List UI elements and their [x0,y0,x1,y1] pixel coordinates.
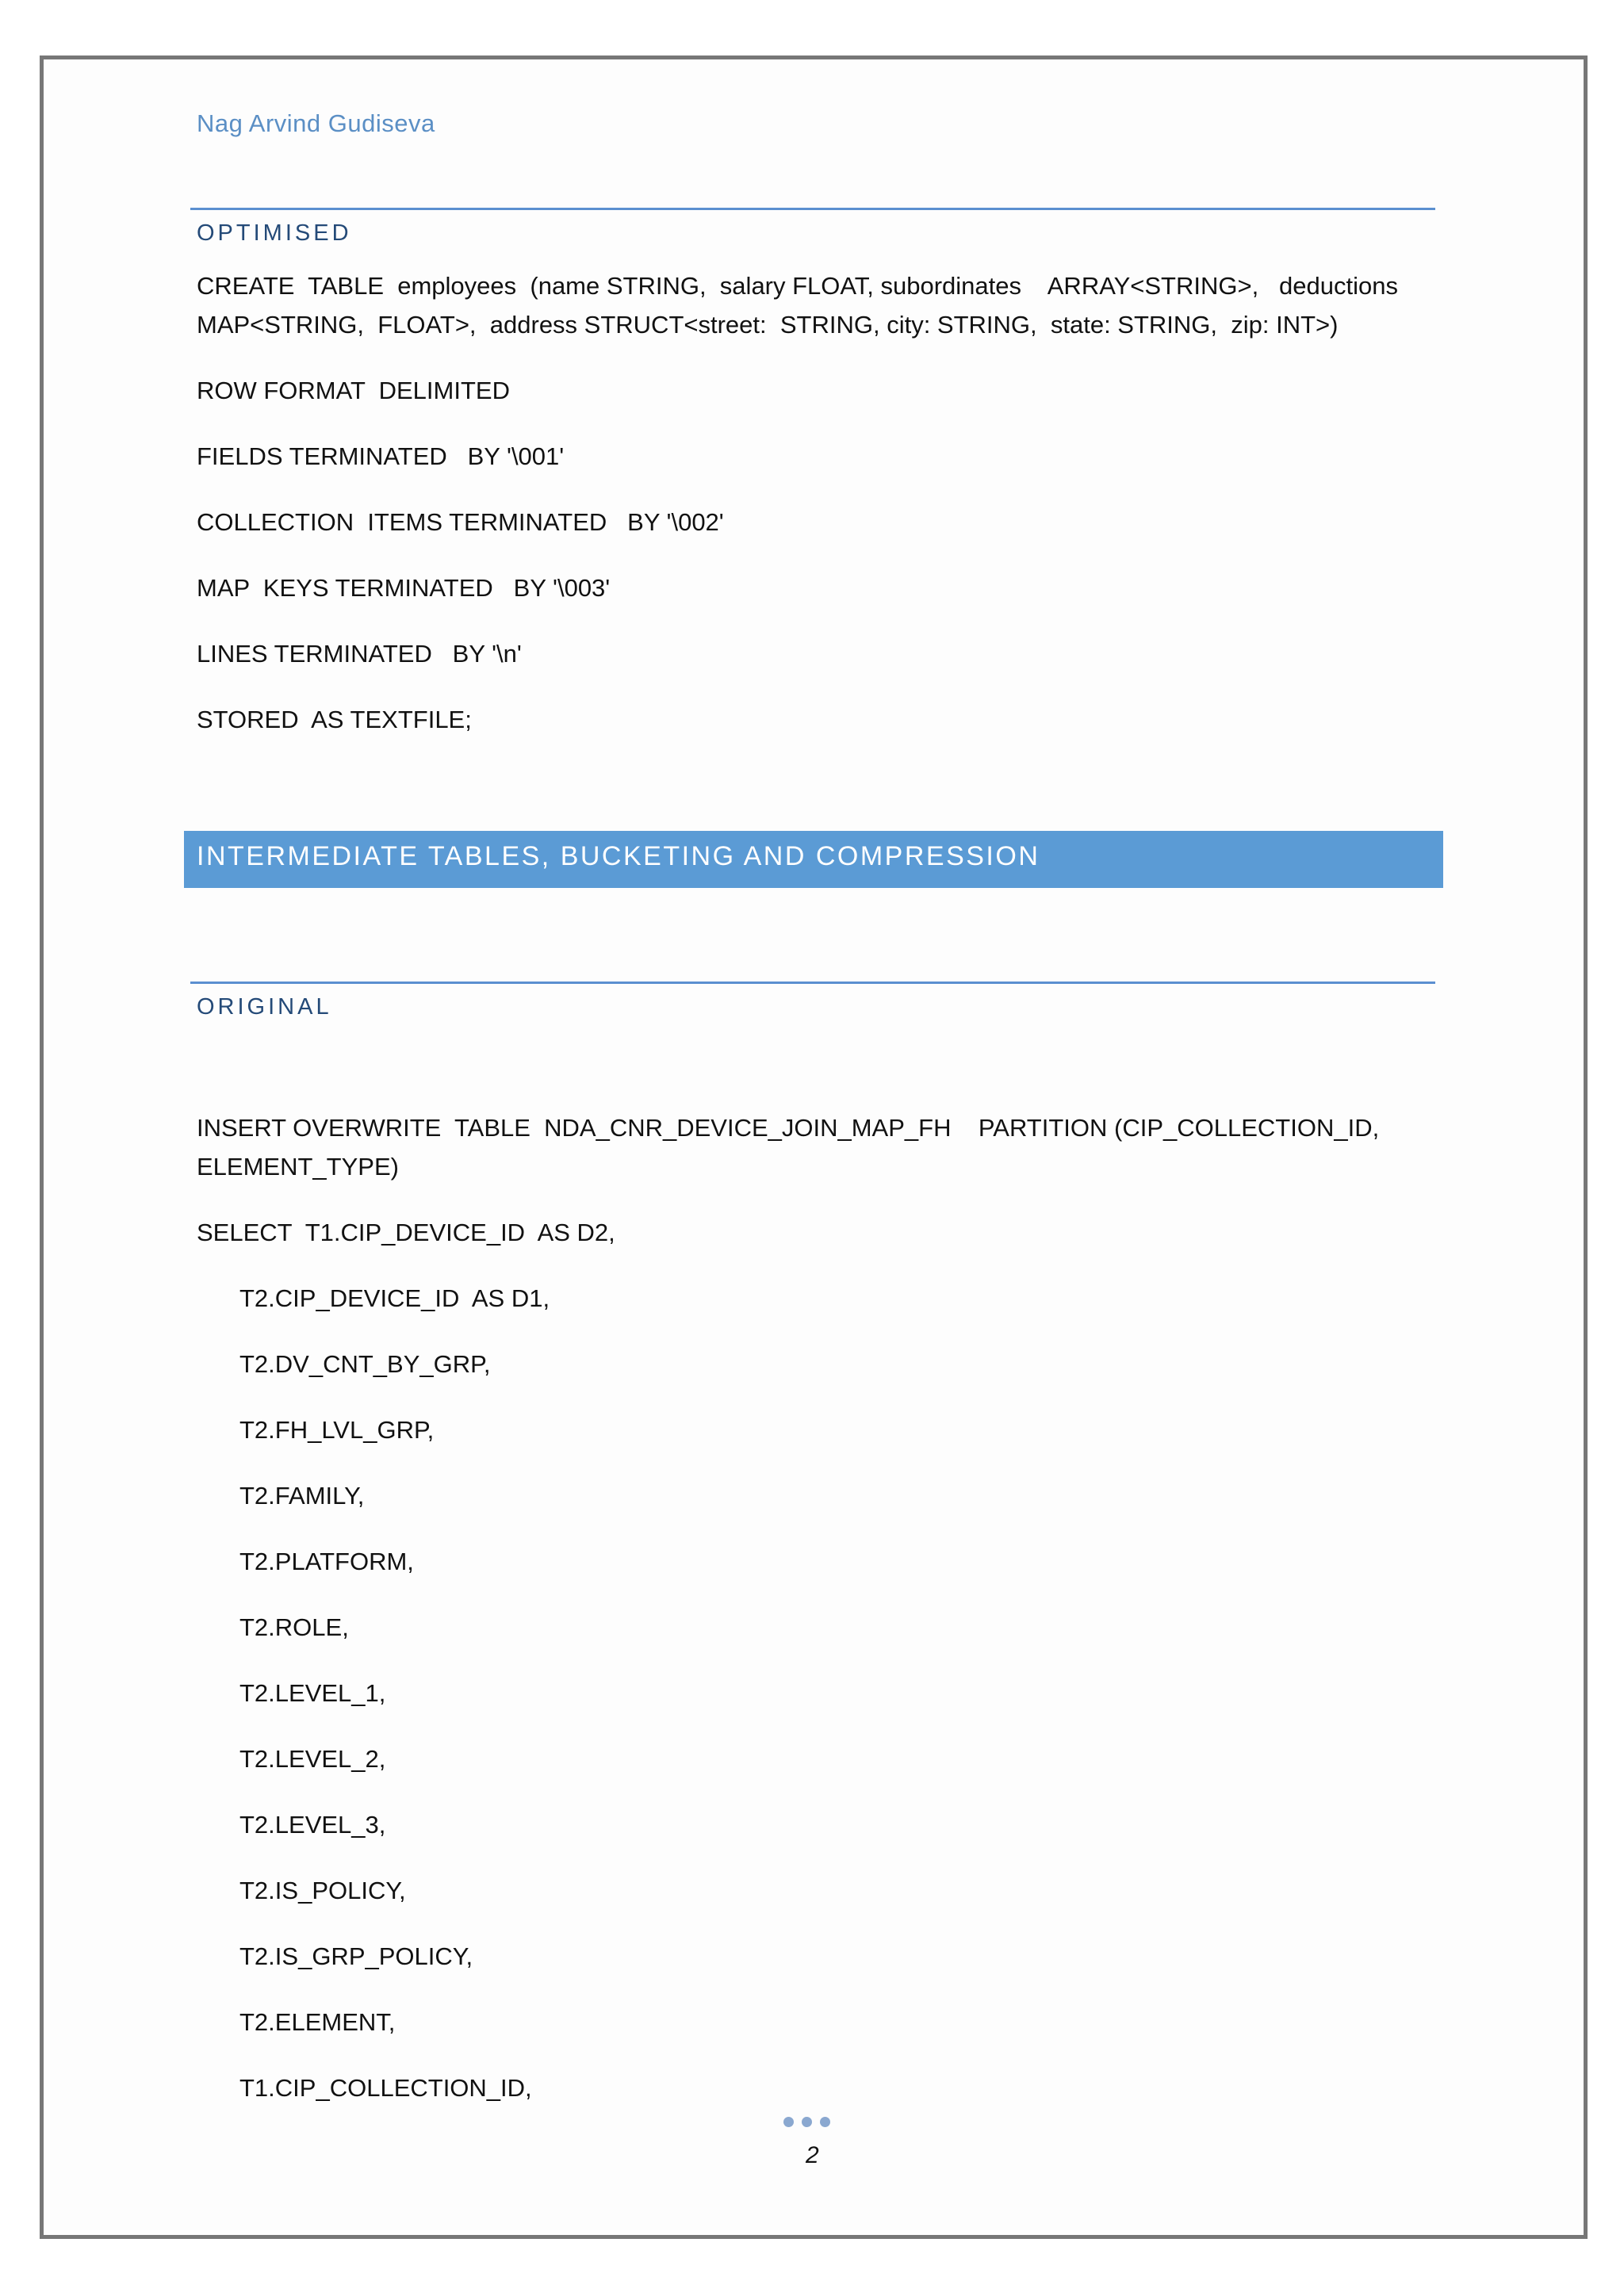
column-line: T2.DV_CNT_BY_GRP, [239,1350,491,1378]
insert-overwrite-line-2: ELEMENT_TYPE) [197,1153,399,1181]
section-banner [184,831,1443,888]
footer-dots [783,2117,830,2127]
section-banner-title: INTERMEDIATE TABLES, BUCKETING AND COMPRESSION [197,841,1040,871]
footer-dot [820,2117,830,2127]
collection-items-line: COLLECTION ITEMS TERMINATED BY '\002' [197,508,724,536]
fields-terminated-line: FIELDS TERMINATED BY '\001' [197,442,565,470]
footer-dot [783,2117,794,2127]
insert-overwrite-line-1: INSERT OVERWRITE TABLE NDA_CNR_DEVICE_JOIN_MAP_FH PARTITION (CIP_COLLECTION_ID, [197,1114,1380,1142]
footer-dot [802,2117,812,2127]
lines-terminated-line: LINES TERMINATED BY '\n' [197,640,522,668]
column-line: T2.PLATFORM, [239,1548,414,1575]
column-line: T2.LEVEL_3, [239,1811,386,1839]
select-line: SELECT T1.CIP_DEVICE_ID AS D2, [197,1219,615,1246]
column-line: T2.IS_GRP_POLICY, [239,1942,473,1970]
section-rule-optimised [190,208,1435,210]
column-line: T2.CIP_DEVICE_ID AS D1, [239,1284,550,1312]
column-line: T1.CIP_COLLECTION_ID, [239,2074,532,2102]
page-number: 2 [806,2142,819,2168]
map-keys-line: MAP KEYS TERMINATED BY '\003' [197,574,611,602]
column-line: T2.LEVEL_1, [239,1679,386,1707]
section-label-original: ORIGINAL [197,994,332,1020]
create-table-line-2: MAP<STRING, FLOAT>, address STRUCT<street: STRING, city: STRING, state: STRING, zip: INT>) [197,311,1339,339]
stored-as-line: STORED AS TEXTFILE; [197,706,472,733]
header-author: Nag Arvind Gudiseva [197,109,435,137]
section-label-optimised: OPTIMISED [197,220,352,246]
create-table-line-1: CREATE TABLE employees (name STRING, salary FLOAT, subordinates ARRAY<STRING>, deductions [197,272,1398,300]
column-line: T2.ELEMENT, [239,2008,396,2036]
row-format-line: ROW FORMAT DELIMITED [197,377,510,404]
section-rule-original [190,982,1435,984]
column-line: T2.FAMILY, [239,1482,365,1510]
column-line: T2.ROLE, [239,1613,349,1641]
column-line: T2.LEVEL_2, [239,1745,386,1773]
column-line: T2.IS_POLICY, [239,1877,406,1904]
column-line: T2.FH_LVL_GRP, [239,1416,435,1444]
